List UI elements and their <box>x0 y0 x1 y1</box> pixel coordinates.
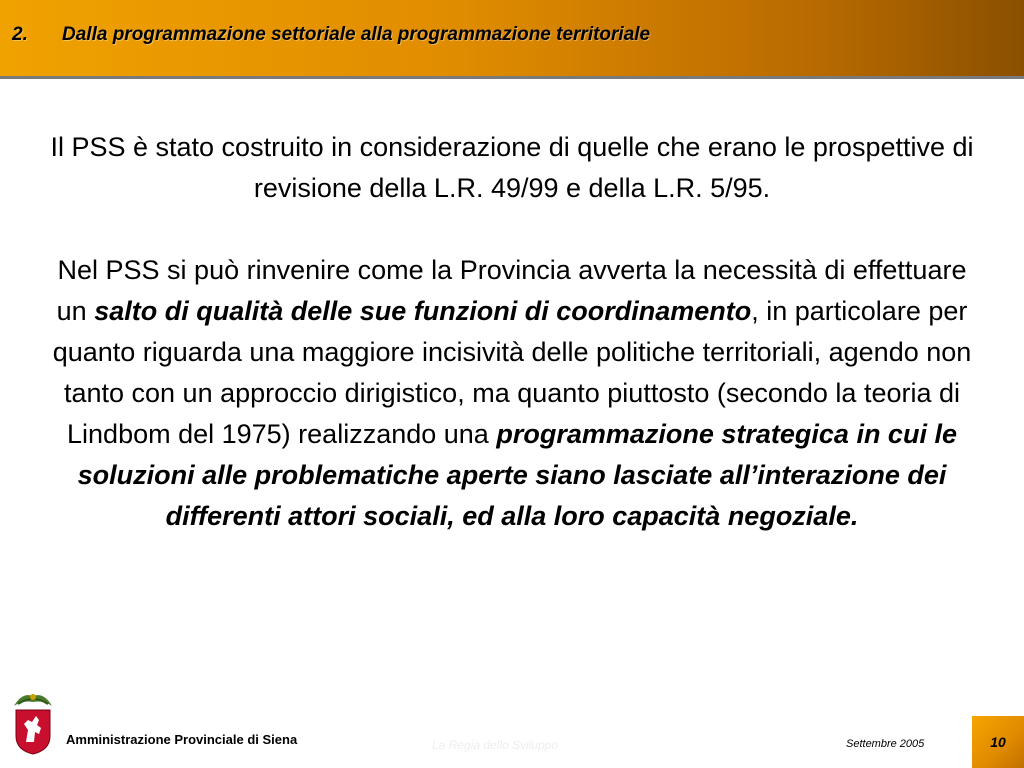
header-divider <box>0 76 1024 79</box>
slide-body <box>40 127 984 537</box>
paragraph-1: Il PSS è stato costruito in considerazione di quelle che erano le prospettive di revisione della L.R. 49/99 e della L.R. 5/95. <box>50 132 974 203</box>
footer-date: Settembre 2005 <box>846 738 925 750</box>
slide-title-number: 2. <box>12 24 28 45</box>
paragraph-2-emphasis-b: programmazione strategica in cui le soluzioni alle problematiche aperte siano lasciate all’interazione dei differenti attori sociali, ed alla loro capacità negoziale. <box>77 419 957 531</box>
paragraph-2-text-a: Nel PSS si può rinvenire come la Provincia avverta la necessità di effettuare un <box>56 255 967 326</box>
header-bar <box>0 0 1024 76</box>
page-number-box <box>972 716 1024 768</box>
siena-province-crest-icon <box>8 690 58 756</box>
paragraph-2-emphasis-a: salto di qualità delle sue funzioni di coordinamento <box>94 296 752 326</box>
paragraph-2 <box>40 250 984 537</box>
slide-title <box>12 24 650 46</box>
page-number: 10 <box>990 734 1006 750</box>
slide-title-text: Dalla programmazione settoriale alla programmazione territoriale <box>62 24 651 45</box>
paragraph-2-text-b: , in particolare per quanto riguarda una maggiore incisività delle politiche territoriali, agendo non tanto con un approccio dirigistico, ma quanto piuttosto (secondo la teoria di Lindbom del 1975) realizzando una <box>52 296 972 449</box>
footer-presentation-title: La Regia dello Sviluppo <box>432 738 559 752</box>
footer-organization: Amministrazione Provinciale di Siena <box>66 732 298 747</box>
